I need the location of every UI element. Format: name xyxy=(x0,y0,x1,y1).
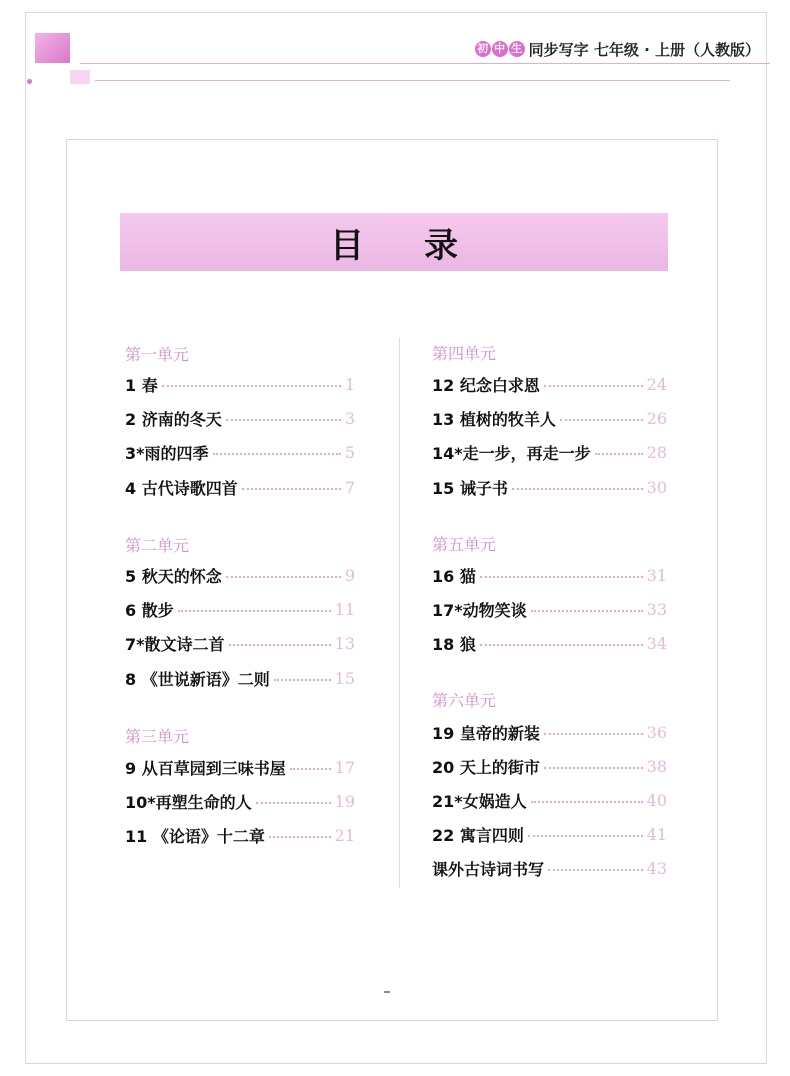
entry-label: 2 济南的冬天 xyxy=(125,409,222,429)
entry-label: 4 古代诗歌四首 xyxy=(125,478,238,498)
leader-dots xyxy=(229,644,331,646)
entry-page: 40 xyxy=(646,790,667,810)
leader-dots xyxy=(528,835,643,837)
toc-entry[interactable] xyxy=(125,667,355,689)
entry-page: 31 xyxy=(646,565,667,585)
entry-label: 20 天上的街市 xyxy=(432,757,540,777)
leader-dots xyxy=(274,679,331,681)
entry-page: 13 xyxy=(334,633,355,653)
toc-entry[interactable] xyxy=(432,407,667,429)
entry-label: 19 皇帝的新装 xyxy=(432,723,540,743)
entry-page: 3 xyxy=(344,408,355,428)
entry-page: 5 xyxy=(344,442,355,462)
entry-page: 26 xyxy=(646,408,667,428)
entry-page: 30 xyxy=(646,477,667,497)
leader-dots xyxy=(548,869,643,871)
leader-dots xyxy=(560,419,643,421)
entry-label: 1 春 xyxy=(125,375,158,395)
unit-heading: 第五单元 xyxy=(432,535,497,554)
leader-dots xyxy=(480,576,643,578)
toc-banner xyxy=(120,213,668,271)
toc-entry[interactable] xyxy=(432,857,667,879)
leader-dots xyxy=(269,836,331,838)
entry-page: 17 xyxy=(334,757,355,777)
leader-dots xyxy=(544,385,643,387)
header-rule-bottom xyxy=(95,80,730,81)
entry-page: 21 xyxy=(334,825,355,845)
entry-label: 12 纪念白求恩 xyxy=(432,375,540,395)
toc-entry[interactable] xyxy=(432,823,667,845)
entry-label: 8 《世说新语》二则 xyxy=(125,669,270,689)
entry-page: 41 xyxy=(646,824,667,844)
header-decor-square xyxy=(35,33,70,63)
entry-page: 28 xyxy=(646,442,667,462)
entry-page: 43 xyxy=(646,858,667,878)
entry-label: 15 诫子书 xyxy=(432,478,508,498)
toc-entry[interactable] xyxy=(432,789,667,811)
toc-entry[interactable] xyxy=(125,564,355,586)
leader-dots xyxy=(531,801,643,803)
unit-heading: 第二单元 xyxy=(125,536,190,555)
entry-page: 36 xyxy=(646,722,667,742)
entry-label: 课外古诗词书写 xyxy=(432,859,545,879)
toc-entry[interactable] xyxy=(432,632,667,654)
header-decor-dot xyxy=(27,79,32,84)
toc-entry[interactable] xyxy=(125,441,355,463)
toc-entry[interactable] xyxy=(432,755,667,777)
entry-label: 22 寓言四则 xyxy=(432,825,524,845)
leader-dots xyxy=(544,767,643,769)
header-title xyxy=(475,38,760,60)
leader-dots xyxy=(544,733,643,735)
toc-entry[interactable] xyxy=(432,564,667,586)
entry-page: 34 xyxy=(646,633,667,653)
unit-heading: 第一单元 xyxy=(125,345,190,364)
toc-entry[interactable] xyxy=(432,441,667,463)
unit-heading: 第三单元 xyxy=(125,727,190,746)
leader-dots xyxy=(178,610,331,612)
brand-char: 生 xyxy=(509,41,525,57)
entry-label: 21*女娲造人 xyxy=(432,791,527,811)
footer-mark xyxy=(384,991,390,993)
entry-label: 7*散文诗二首 xyxy=(125,634,225,654)
toc-entry[interactable] xyxy=(125,632,355,654)
brand-logo xyxy=(475,41,525,57)
header-title-text: 同步写字 七年级 · 上册（人教版） xyxy=(528,40,760,59)
entry-label: 17*动物笑谈 xyxy=(432,600,527,620)
leader-dots xyxy=(595,453,643,455)
leader-dots xyxy=(242,488,341,490)
entry-label: 18 狼 xyxy=(432,634,476,654)
toc-entry[interactable] xyxy=(432,598,667,620)
toc-entry[interactable] xyxy=(125,373,355,395)
leader-dots xyxy=(531,610,643,612)
leader-dots xyxy=(226,576,341,578)
toc-entry[interactable] xyxy=(125,824,355,846)
entry-page: 38 xyxy=(646,756,667,776)
toc-entry[interactable] xyxy=(125,598,355,620)
entry-label: 10*再塑生命的人 xyxy=(125,792,252,812)
column-divider xyxy=(399,338,400,888)
toc-entry[interactable] xyxy=(125,407,355,429)
entry-label: 9 从百草园到三味书屋 xyxy=(125,758,286,778)
unit-heading: 第六单元 xyxy=(432,691,497,710)
unit-heading: 第四单元 xyxy=(432,344,497,363)
brand-char: 初 xyxy=(475,41,491,57)
leader-dots xyxy=(290,768,331,770)
header-decor-small xyxy=(70,70,90,84)
toc-title: 目录 xyxy=(330,225,518,266)
entry-page: 15 xyxy=(334,668,355,688)
entry-label: 16 猫 xyxy=(432,566,476,586)
leader-dots xyxy=(512,488,643,490)
leader-dots xyxy=(256,802,331,804)
brand-char: 中 xyxy=(492,41,508,57)
entry-page: 1 xyxy=(344,374,355,394)
entry-page: 9 xyxy=(344,565,355,585)
toc-entry[interactable] xyxy=(125,476,355,498)
header-rule-top xyxy=(80,63,770,64)
entry-label: 14*走一步，再走一步 xyxy=(432,443,591,463)
entry-label: 11 《论语》十二章 xyxy=(125,826,265,846)
toc-entry[interactable] xyxy=(432,373,667,395)
leader-dots xyxy=(226,419,341,421)
entry-label: 13 植树的牧羊人 xyxy=(432,409,556,429)
entry-page: 24 xyxy=(646,374,667,394)
toc-entry[interactable] xyxy=(125,790,355,812)
leader-dots xyxy=(480,644,643,646)
entry-label: 5 秋天的怀念 xyxy=(125,566,222,586)
entry-page: 7 xyxy=(344,477,355,497)
leader-dots xyxy=(162,385,341,387)
entry-page: 33 xyxy=(646,599,667,619)
toc-entry[interactable] xyxy=(125,756,355,778)
toc-entry[interactable] xyxy=(432,721,667,743)
toc-entry[interactable] xyxy=(432,476,667,498)
entry-label: 3*雨的四季 xyxy=(125,443,209,463)
entry-page: 19 xyxy=(334,791,355,811)
leader-dots xyxy=(213,453,341,455)
entry-label: 6 散步 xyxy=(125,600,174,620)
entry-page: 11 xyxy=(334,599,355,619)
